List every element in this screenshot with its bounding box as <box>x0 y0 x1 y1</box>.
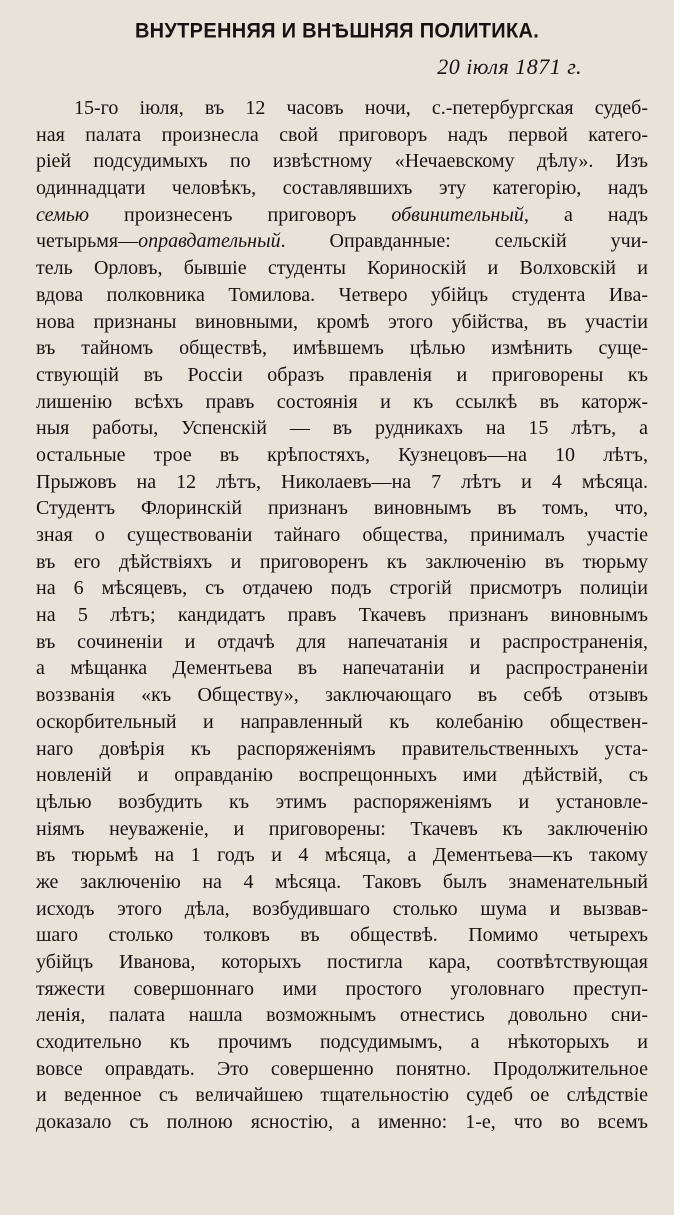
text-fragment: вовсе оправдать. Это совершенно понятно. Продолжительное <box>36 1057 648 1080</box>
text-fragment: новленій и оправданію воспрещонныхъ ими дѣйствій, съ <box>36 764 648 787</box>
text-line <box>36 842 648 869</box>
section-heading: ВНУТРЕННЯЯ И ВНѢШНЯЯ ПОЛИТИКА. <box>134 19 540 43</box>
text-fragment: Студентъ Флоринскій признанъ виновнымъ въ томъ, что, <box>36 497 648 520</box>
text-line <box>36 95 648 122</box>
text-fragment: шаго столько толковъ въ обществѣ. Помимо четырехъ <box>36 924 648 947</box>
emphasis-text: оправдательный <box>138 230 281 253</box>
text-line <box>36 869 648 896</box>
text-line <box>36 949 648 976</box>
text-line <box>36 228 648 255</box>
text-fragment: зная о существованіи тайнаго общества, принималъ участіе <box>36 524 648 546</box>
text-fragment: нова признаны виновными, кромѣ этого убійства, въ участіи <box>36 310 648 333</box>
text-line <box>36 175 648 202</box>
text-line <box>36 362 648 389</box>
text-fragment: сходительно къ прочимъ подсудимымъ, а нѣкоторыхъ и <box>36 1031 648 1054</box>
text-line <box>36 1056 648 1083</box>
text-fragment: исходъ этого дѣла, возбудившаго столько шума и вызвав- <box>36 897 648 920</box>
text-fragment: Прыжовъ на 12 лѣтъ, Николаевъ—на 7 лѣтъ и 4 мѣсяца. <box>36 470 648 493</box>
text-fragment: . Оправданные: сельскій учи- <box>280 230 648 253</box>
text-fragment: воззванія «къ Обществу», заключающаго въ себѣ отзывъ <box>36 684 648 707</box>
text-line <box>36 202 648 229</box>
text-fragment: тяжести совершоннаго ими простого уголовнаго преступ- <box>36 977 648 1000</box>
text-fragment: доказало съ полною ясностію, а именно: 1-е, что во всемъ <box>36 1111 648 1134</box>
text-line <box>36 762 648 789</box>
text-line <box>36 148 648 175</box>
text-line <box>36 522 648 549</box>
text-fragment: а мѣщанка Дементьева въ напечатаніи и распространеніи <box>36 657 648 680</box>
text-line <box>36 1082 648 1109</box>
text-fragment: оскорбительный и направленный къ колебанію обществен- <box>36 710 648 733</box>
text-fragment: и веденное съ величайшею тщательностію судеб ое слѣдствіе <box>36 1084 648 1107</box>
text-line <box>36 976 648 1003</box>
text-line <box>36 655 648 682</box>
text-fragment: одиннадцати человѣкъ, составлявшихъ эту категорію, надъ <box>36 177 648 200</box>
text-line <box>36 389 648 416</box>
text-fragment: ніямъ неуваженіе, и приговорены: Ткачевъ къ заключенію <box>36 817 648 840</box>
text-line <box>36 309 648 336</box>
text-line <box>36 922 648 949</box>
text-fragment: въ тайномъ обществѣ, имѣвшемъ цѣлью измѣнить суще- <box>36 337 648 360</box>
text-line <box>36 602 648 629</box>
text-line <box>36 896 648 923</box>
text-line <box>36 682 648 709</box>
text-fragment: убійцъ Иванова, которыхъ постигла кара, соотвѣтствующая <box>36 951 648 973</box>
text-fragment: , а надъ <box>523 203 649 226</box>
text-fragment: ствующій въ Россіи образъ правленія и приговорены къ <box>36 363 648 386</box>
text-line <box>36 789 648 816</box>
emphasis-text: семью <box>36 203 89 226</box>
text-fragment: наго довѣрія къ распоряженіямъ правительственныхъ уста- <box>36 737 648 760</box>
article-body <box>36 95 648 1136</box>
text-line <box>36 1109 648 1136</box>
text-line <box>36 736 648 763</box>
text-line <box>36 575 648 602</box>
text-line <box>36 495 648 522</box>
text-fragment: на 6 мѣсяцевъ, съ отдачею подъ строгій присмотръ полиціи <box>36 577 648 600</box>
text-fragment: же заключенію на 4 мѣсяца. Таковъ былъ знаменательный <box>36 870 648 893</box>
emphasis-text: обвинительный <box>391 203 524 226</box>
text-fragment: вдова полковника Томилова. Четверо убійцъ студента Ива- <box>36 283 648 306</box>
text-fragment: 15-го іюля, въ 12 часовъ ночи, с.-петербургская судеб- <box>74 97 648 119</box>
text-fragment: произнесенъ приговоръ <box>88 203 392 226</box>
text-fragment: на 5 лѣтъ; кандидатъ правъ Ткачевъ признанъ виновнымъ <box>36 604 648 627</box>
text-line <box>36 549 648 576</box>
text-line <box>36 709 648 736</box>
text-line <box>36 122 648 149</box>
text-line <box>36 442 648 469</box>
text-line <box>36 1002 648 1029</box>
text-line <box>36 255 648 282</box>
text-fragment: ная палата произнесла свой приговоръ надъ первой катего- <box>36 123 648 146</box>
text-line <box>36 282 648 309</box>
text-line <box>36 816 648 843</box>
text-fragment: ныя работы, Успенскій — въ рудникахъ на 15 лѣтъ, а <box>36 417 648 440</box>
text-line <box>36 1029 648 1056</box>
text-fragment: четырьмя— <box>36 230 139 253</box>
text-fragment: тель Орловъ, бывшіе студенты Кориноскій и Волховскій и <box>36 257 648 280</box>
text-fragment: въ тюрьмѣ на 1 годъ и 4 мѣсяца, а Дементьева—къ такому <box>36 844 648 867</box>
text-fragment: лишенію всѣхъ правъ состоянія и къ ссылкѣ въ каторж- <box>36 390 648 413</box>
text-line <box>36 415 648 442</box>
text-line <box>36 469 648 496</box>
text-fragment: ріей подсудимыхъ по извѣстному «Нечаевскому дѣлу». Изъ <box>36 150 648 173</box>
date-line: 20 іюля 1871 г. <box>437 54 582 79</box>
text-fragment: въ сочиненіи и отдачѣ для напечатанія и распространенія, <box>36 630 648 653</box>
text-fragment: въ его дѣйствіяхъ и приговоренъ къ заключенію въ тюрьму <box>36 550 648 573</box>
text-line <box>36 335 648 362</box>
text-fragment: цѣлью возбудить къ этимъ распоряженіямъ и установле- <box>36 790 648 813</box>
text-line <box>36 629 648 656</box>
text-fragment: ленія, палата нашла возможнымъ отнестись довольно сни- <box>36 1004 648 1027</box>
text-fragment: остальные трое въ крѣпостяхъ, Кузнецовъ—на 10 лѣтъ, <box>36 443 648 466</box>
